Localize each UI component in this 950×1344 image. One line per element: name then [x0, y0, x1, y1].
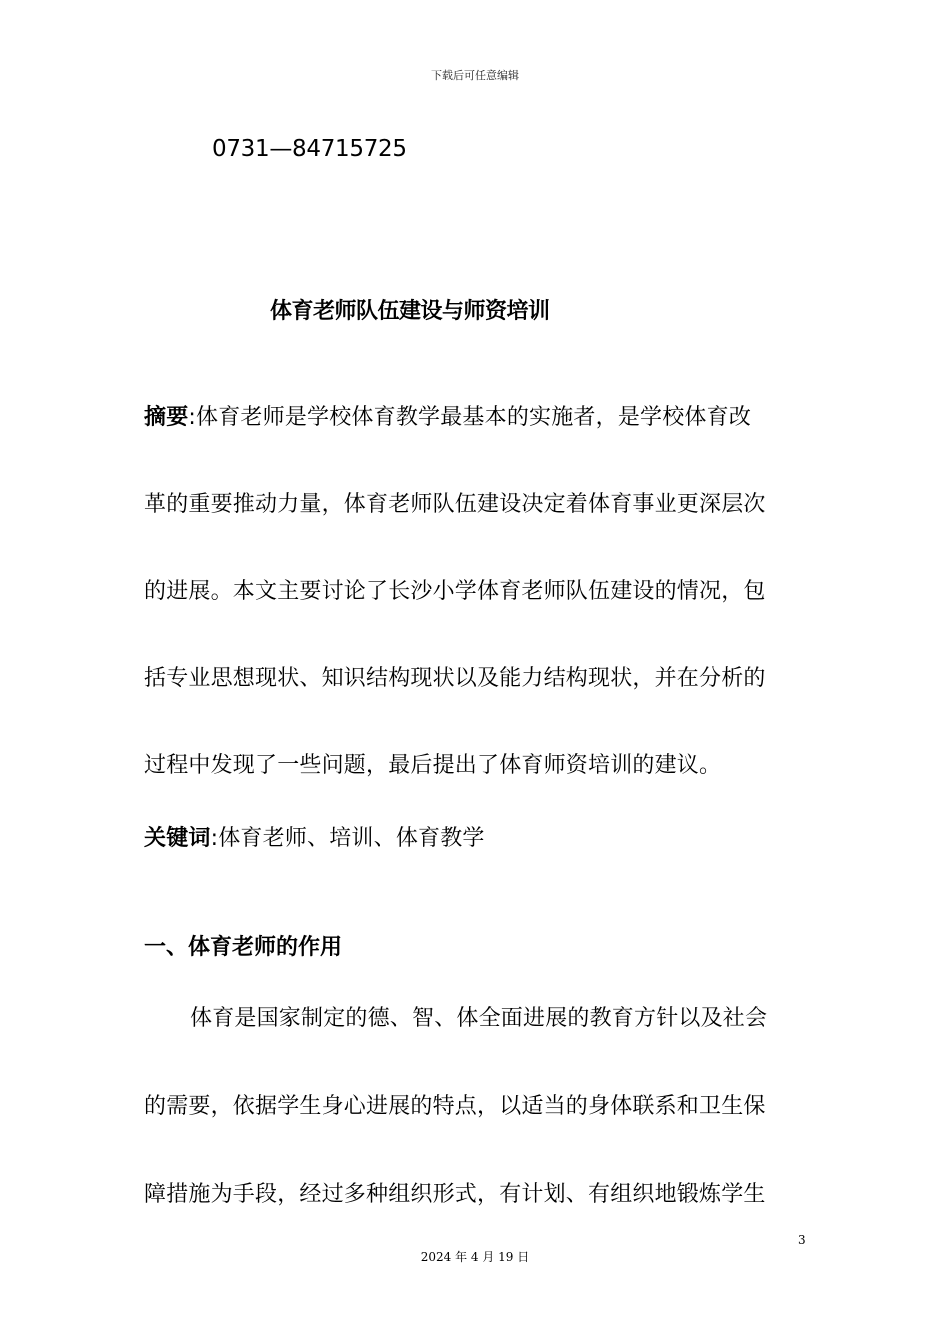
section-paragraph-line-2: 的需要，依据学生身心进展的特点，以适当的身体联系和卫生保: [144, 1094, 766, 1119]
keywords-label: 关键词: [144, 826, 211, 851]
abstract-line-1: [144, 400, 751, 431]
abstract-line-3: 的进展。本文主要讨论了长沙小学体育老师队伍建设的情况，包: [144, 579, 766, 604]
section-paragraph-line-3: 障措施为手段，经过多种组织形式，有计划、有组织地锻炼学生: [144, 1182, 766, 1207]
abstract-line-5: 过程中发现了一些问题，最后提出了体育师资培训的建议。: [144, 753, 722, 778]
keywords-separator: :: [210, 826, 219, 851]
keywords-value: 体育老师、培训、体育教学: [218, 826, 485, 851]
abstract-separator: :: [188, 405, 197, 430]
page-number: 3: [798, 1233, 806, 1247]
abstract-text: 体育老师是学校体育教学最基本的实施者，是学校体育改: [196, 405, 752, 430]
section-heading: 一、体育老师的作用: [144, 935, 343, 960]
keywords-line: [144, 821, 485, 852]
footer-date: 2024 年 4 月 19 日: [420, 1250, 530, 1264]
section-paragraph-line-1: 体育是国家制定的德、智、体全面进展的教育方针以及社会: [190, 1006, 768, 1031]
abstract-line-2: 革的重要推动力量，体育老师队伍建设决定着体育事业更深层次: [144, 492, 766, 517]
document-title: 体育老师队伍建设与师资培训: [270, 299, 550, 324]
abstract-label: 摘要: [144, 405, 189, 430]
phone-number: 0731—84715725: [212, 136, 407, 162]
header-note: 下载后可任意编辑: [431, 69, 519, 82]
abstract-line-4: 括专业思想现状、知识结构现状以及能力结构现状，并在分析的: [144, 666, 766, 691]
